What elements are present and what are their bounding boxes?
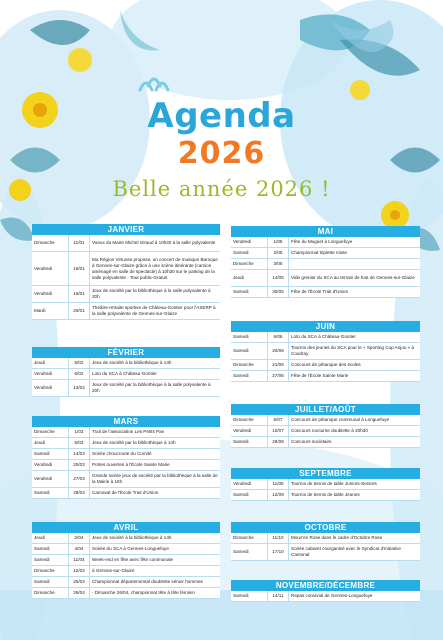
- event-date: 12/09: [268, 490, 289, 501]
- table-row: [231, 479, 420, 490]
- table-row: [32, 555, 220, 566]
- agenda-title: Agenda: [147, 96, 296, 136]
- events-table: [231, 591, 420, 602]
- event-day: Jeudi: [32, 358, 69, 369]
- event-text: Repas convivial de Gennes-Longuefuye: [289, 591, 421, 602]
- event-day: Jeudi: [231, 270, 268, 287]
- event-date: 20/03: [69, 460, 90, 471]
- table-row: [32, 588, 220, 599]
- event-date: 14/03: [69, 449, 90, 460]
- event-day: Samedi: [231, 544, 268, 561]
- table-row: [32, 358, 220, 369]
- event-text: Voeux du Maire Michel Giraud à 10h30 à la salle polyvalente: [90, 235, 221, 252]
- event-day: Samedi: [231, 343, 268, 360]
- event-day: Dimanche: [32, 427, 69, 438]
- event-day: Vendredi: [32, 471, 69, 488]
- month-mai: [231, 226, 420, 298]
- table-row: [32, 438, 220, 449]
- event-date: 10/07: [268, 426, 289, 437]
- event-day: Dimanche: [32, 588, 69, 599]
- event-day: Vendredi: [231, 426, 268, 437]
- event-text: [289, 259, 421, 270]
- table-row: [32, 252, 220, 286]
- table-row: [32, 286, 220, 303]
- month-title: MAI: [231, 226, 420, 237]
- month-title: FÉVRIER: [32, 347, 220, 358]
- event-date: 2/04: [69, 533, 90, 544]
- table-row: [32, 488, 220, 499]
- events-table: [231, 533, 420, 561]
- event-date: 13/02: [69, 380, 90, 397]
- event-day: Jeudi: [32, 533, 69, 544]
- table-row: [231, 270, 420, 287]
- event-text: Trail de l'association Les Petits Pas: [90, 427, 221, 438]
- event-text: Loto du SCA à Château-Gontier: [90, 369, 221, 380]
- event-text: Concours nocturne doublette à 20h30: [289, 426, 421, 437]
- event-date: 14/11: [268, 591, 289, 602]
- event-date: 28/03: [69, 488, 90, 499]
- event-text: Jeux de société par la bibliothèque à la salle polyvalente à 20h: [90, 286, 221, 303]
- event-date: 5/03: [69, 438, 90, 449]
- month-title: JANVIER: [32, 224, 220, 235]
- table-row: [231, 426, 420, 437]
- event-date: 25/04: [69, 577, 90, 588]
- month-avril: [32, 522, 220, 599]
- table-row: [231, 533, 420, 544]
- table-row: [231, 437, 420, 448]
- table-row: [231, 287, 420, 298]
- table-row: [32, 449, 220, 460]
- table-row: [32, 471, 220, 488]
- event-text: Jeux de société à la bibliothèque à 14h: [90, 358, 221, 369]
- event-day: Jeudi: [32, 438, 69, 449]
- event-date: 30/05: [268, 287, 289, 298]
- event-day: Samedi: [32, 555, 69, 566]
- event-day: Vendredi: [32, 460, 69, 471]
- event-text: Concours sociétaire: [289, 437, 421, 448]
- event-day: Samedi: [32, 449, 69, 460]
- event-date: 11/10: [268, 533, 289, 544]
- event-date: 29/08: [268, 437, 289, 448]
- event-date: 11/01: [69, 235, 90, 252]
- event-day: Vendredi: [231, 237, 268, 248]
- events-table: [231, 237, 420, 298]
- events-table: [32, 533, 220, 599]
- event-date: 26/04: [69, 588, 90, 599]
- event-date: 16/01: [69, 286, 90, 303]
- table-row: [32, 544, 220, 555]
- month-title: AVRIL: [32, 522, 220, 533]
- event-day: Dimanche: [231, 360, 268, 371]
- event-date: 6/02: [69, 369, 90, 380]
- event-text: Jeux de société à la bibliothèque à 14h: [90, 533, 221, 544]
- table-row: [231, 343, 420, 360]
- event-date: 27/06: [268, 371, 289, 382]
- event-date: 14/05: [268, 270, 289, 287]
- event-date: 11/04: [69, 555, 90, 566]
- table-row: [231, 591, 420, 602]
- event-text: Ma Région Virtuose propose, un concert de musique Baroque à Gennes-sur-Glaize grâce à une scène itinérante (camion aménagé en salle de spectacle) à 10h30 sur le parking de la salle polyvalente - Tout public-Gratuit: [90, 252, 221, 286]
- event-date: 16/01: [69, 252, 90, 286]
- event-date: 12/04: [69, 566, 90, 577]
- table-row: [32, 380, 220, 397]
- event-day: Mardi: [32, 303, 69, 320]
- event-text: Soirée du SCA à Gennes-Longuefuye: [90, 544, 221, 555]
- event-text: Mouv'en Rose dans le cadre d'Octobre Rose: [289, 533, 421, 544]
- new-year-greeting: Belle année 2026 !: [112, 177, 331, 201]
- events-table: [32, 235, 220, 320]
- event-text: - Dimanche 26/04, championnat tête à tête féminin: [90, 588, 221, 599]
- event-day: Dimanche: [231, 415, 268, 426]
- event-date: 21/06: [268, 360, 289, 371]
- event-text: Championnat triplette mixte: [289, 248, 421, 259]
- event-date: 11/09: [268, 479, 289, 490]
- event-text: Concours de pétanque communal à Longuefuye: [289, 415, 421, 426]
- event-text: Théâtre-retraite sportive de Château-Gontier pour l'ASERP à la salle polyvalente de Gennes-sur-Glaize: [90, 303, 221, 320]
- month-title: NOVEMBRE/DÉCEMBRE: [231, 580, 420, 591]
- table-row: [231, 415, 420, 426]
- event-text: Fête de l'École Sainte Marie: [289, 371, 421, 382]
- event-day: Vendredi: [32, 286, 69, 303]
- table-row: [32, 303, 220, 320]
- event-day: Dimanche: [32, 235, 69, 252]
- event-date: 2/05: [268, 248, 289, 259]
- event-day: Samedi: [231, 287, 268, 298]
- event-day: Samedi: [231, 248, 268, 259]
- event-day: Samedi: [231, 332, 268, 343]
- table-row: [32, 369, 220, 380]
- event-date: 27/03: [69, 471, 90, 488]
- table-row: [231, 332, 420, 343]
- event-day: Vendredi: [32, 380, 69, 397]
- event-date: 5/02: [69, 358, 90, 369]
- event-text: Tournoi de tennis de table Juniors-Seniors: [289, 479, 421, 490]
- event-day: Vendredi: [231, 479, 268, 490]
- event-day: Samedi: [231, 437, 268, 448]
- table-row: [231, 360, 420, 371]
- event-text: Championnat départemental doublette sénior hommes: [90, 577, 221, 588]
- event-text: Portes ouvertes à l'École Sainte Marie: [90, 460, 221, 471]
- event-text: Week-end en fête avec fête communale: [90, 555, 221, 566]
- month-novembre-decembre: [231, 580, 420, 602]
- event-text: Soirée cabaret coorganisé avec le Syndicat d'Initiative Cantonal: [289, 544, 421, 561]
- table-row: [231, 544, 420, 561]
- month-title: JUIN: [231, 321, 420, 332]
- event-day: Samedi: [231, 490, 268, 501]
- month-juin: [231, 321, 420, 382]
- events-table: [231, 332, 420, 382]
- event-day: Dimanche: [32, 566, 69, 577]
- table-row: [32, 566, 220, 577]
- table-row: [32, 460, 220, 471]
- table-row: [32, 577, 220, 588]
- event-date: 17/10: [268, 544, 289, 561]
- event-text: Tournoi des jeunes du SCA pour le « Sporting Cup Anjou » à Coudray: [289, 343, 421, 360]
- event-day: Samedi: [32, 488, 69, 499]
- month-title: SEPTEMBRE: [231, 468, 420, 479]
- event-day: Vendredi: [32, 369, 69, 380]
- table-row: [231, 490, 420, 501]
- event-day: Samedi: [32, 577, 69, 588]
- events-table: [32, 427, 220, 499]
- month-title: OCTOBRE: [231, 522, 420, 533]
- agenda-header: [0, 0, 443, 215]
- agenda-year: 2026: [177, 136, 266, 171]
- event-date: 5/07: [268, 415, 289, 426]
- event-text: Grande soirée jeux de société par la bibliothèque à la salle de la Mairie à 18h: [90, 471, 221, 488]
- event-date: 6/06: [268, 332, 289, 343]
- event-date: 1/05: [268, 237, 289, 248]
- event-text: Fête de l'École Trait d'Union: [289, 287, 421, 298]
- event-text: Carnaval de l'École Trait d'Union: [90, 488, 221, 499]
- table-row: [32, 427, 220, 438]
- table-row: [231, 237, 420, 248]
- event-date: 20/06: [268, 343, 289, 360]
- event-date: 1/03: [69, 427, 90, 438]
- event-day: Samedi: [231, 591, 268, 602]
- month-janvier: [32, 224, 220, 320]
- month-title: JUILLET/AOÛT: [231, 404, 420, 415]
- event-text: Vide grenier du SCA au terrain de foot de Gennes-sur-Glaize: [289, 270, 421, 287]
- event-text: Loto du SCA à Château-Gontier: [289, 332, 421, 343]
- event-day: Dimanche: [231, 259, 268, 270]
- event-text: Tournoi de tennis de table Jeunes: [289, 490, 421, 501]
- events-table: [231, 415, 420, 448]
- table-row: [231, 371, 420, 382]
- table-row: [32, 235, 220, 252]
- event-day: Samedi: [231, 371, 268, 382]
- table-row: [231, 248, 420, 259]
- month-septembre: [231, 468, 420, 501]
- event-text: Soirée choucroute du Comité: [90, 449, 221, 460]
- month-title: MARS: [32, 416, 220, 427]
- event-day: Vendredi: [32, 252, 69, 286]
- month-octobre: [231, 522, 420, 561]
- event-text: Jeux de société par la bibliothèque à la salle polyvalente à 20h: [90, 380, 221, 397]
- table-row: [231, 259, 420, 270]
- event-date: 3/05: [268, 259, 289, 270]
- events-table: [32, 358, 220, 397]
- event-date: 4/04: [69, 544, 90, 555]
- month-mars: [32, 416, 220, 499]
- table-row: [32, 533, 220, 544]
- event-day: Samedi: [32, 544, 69, 555]
- event-date: 20/01: [69, 303, 90, 320]
- event-text: à Gennes-sur-Glaize: [90, 566, 221, 577]
- event-day: Dimanche: [231, 533, 268, 544]
- event-text: Fête du Muguet à Longuefuye: [289, 237, 421, 248]
- month-juillet-aout: [231, 404, 420, 448]
- event-text: Concours de pétanque des écoles: [289, 360, 421, 371]
- month-fevrier: [32, 347, 220, 397]
- events-table: [231, 479, 420, 501]
- event-text: Jeux de société par la bibliothèque à 14h: [90, 438, 221, 449]
